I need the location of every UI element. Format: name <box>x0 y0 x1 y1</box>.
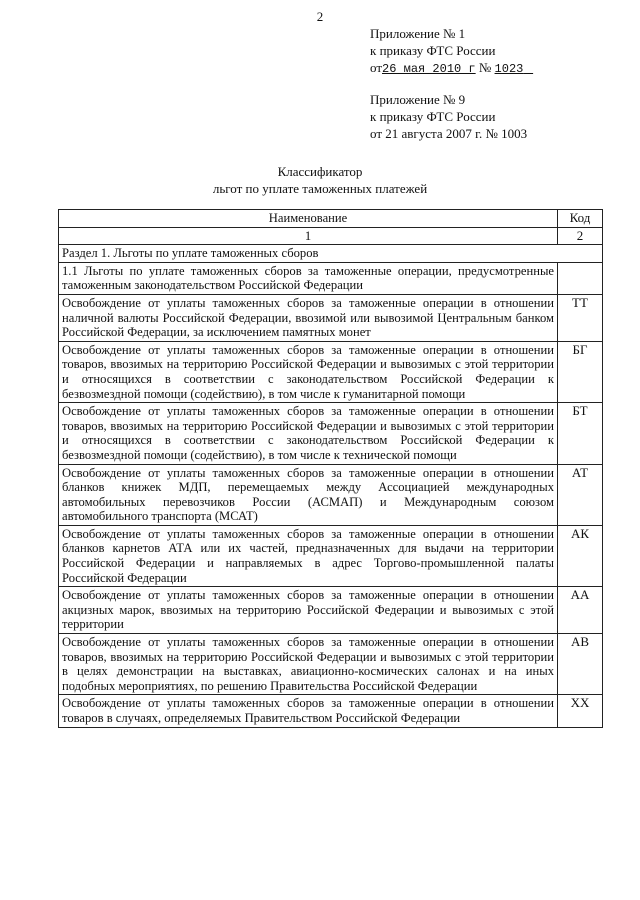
benefit-name: Освобождение от уплаты таможенных сборов за таможенные операции в отношении акцизных марок, ввозимых на территорию Российской Федерации и вывозимых с этой территории <box>59 587 558 634</box>
benefit-name: Освобождение от уплаты таможенных сборов за таможенные операции в отношении товаров, ввозимых на территорию Российской Федерации и вывозимых с этой территории в целях демонстрации на выставках, авиационно-космических салонах и на иных подобных мероприятиях, по решению Правительства Российской Федерации <box>59 634 558 695</box>
subsection-title: 1.1 Льготы по уплате таможенных сборов за таможенные операции, предусмотренные таможенным законодательством Российской Федерации <box>59 262 558 294</box>
table-row <box>59 341 603 402</box>
classifier-table <box>58 209 603 728</box>
appendix-1-order: к приказу ФТС России <box>370 43 496 58</box>
column-number-row <box>59 227 603 245</box>
benefit-code: АТ <box>558 464 603 525</box>
section-row <box>59 245 603 263</box>
table-header-row <box>59 210 603 228</box>
table-row <box>59 464 603 525</box>
appendix-1-title: Приложение № 1 <box>370 26 466 41</box>
table-row <box>59 403 603 464</box>
benefit-name: Освобождение от уплаты таможенных сборов за таможенные операции в отношении наличной валюты Российской Федерации, ввозимой или вывозимой Центральным банком Российской Федерации, за исключением памятных монет <box>59 294 558 341</box>
benefit-code: БГ <box>558 341 603 402</box>
section-title: Раздел 1. Льготы по уплате таможенных сборов <box>59 245 603 263</box>
appendix-9-date-line: от 21 августа 2007 г. № 1003 <box>370 126 528 141</box>
appendix-9-block <box>370 91 527 142</box>
appendix-9-order: к приказу ФТС России <box>370 109 496 124</box>
benefit-name: Освобождение от уплаты таможенных сборов за таможенные операции в отношении бланков карнетов АТА или их частей, предназначенных для выдачи на территории Российской Федерации и направляемых в адрес Торгово-промышленной палаты Российской Федерации <box>59 525 558 586</box>
table-row <box>59 695 603 727</box>
subsection-row <box>59 262 603 294</box>
benefit-name: Освобождение от уплаты таможенных сборов за таможенные операции в отношении товаров, ввозимых на территорию Российской Федерации и вывозимых с этой территории и относящихся в соответствии с законодательством Российской Федерации к безвозмездной помощи (содействию), в том числе к технической помощи <box>59 403 558 464</box>
benefit-code: АА <box>558 587 603 634</box>
column-number-code: 2 <box>558 227 603 245</box>
document-title <box>0 163 640 197</box>
appendix-1-number-sign: № <box>478 60 492 75</box>
benefit-code: ХХ <box>558 695 603 727</box>
header-name: Наименование <box>59 210 558 228</box>
subsection-code <box>558 262 603 294</box>
appendix-1-date-prefix: от <box>370 60 383 75</box>
benefit-code: АК <box>558 525 603 586</box>
appendix-9-title: Приложение № 9 <box>370 92 466 107</box>
benefit-name: Освобождение от уплаты таможенных сборов за таможенные операции в отношении товаров в случаях, определяемых Правительством Российской Федерации <box>59 695 558 727</box>
column-number-name: 1 <box>59 227 558 245</box>
table-row <box>59 525 603 586</box>
appendix-1-number: 1023 <box>494 62 524 76</box>
benefit-code: БТ <box>558 403 603 464</box>
table-row <box>59 294 603 341</box>
benefit-code: ТТ <box>558 294 603 341</box>
appendix-1-date-line <box>370 59 533 78</box>
benefit-code: АВ <box>558 634 603 695</box>
header-code: Код <box>558 210 603 228</box>
table-row <box>59 634 603 695</box>
table-row <box>59 587 603 634</box>
document-title-line-1: Классификатор <box>277 164 363 179</box>
document-title-line-2: льгот по уплате таможенных платежей <box>212 181 428 196</box>
appendix-1-date: 26 мая 2010 г <box>382 62 476 76</box>
appendix-1-block <box>370 25 533 78</box>
page-number: 2 <box>316 9 324 24</box>
benefit-name: Освобождение от уплаты таможенных сборов за таможенные операции в отношении бланков книжек МДП, перемещаемых между Ассоциацией международных автомобильных перевозчиков России (АСМАП) и Международным союзом автомобильного транспорта (МСАТ) <box>59 464 558 525</box>
benefit-name: Освобождение от уплаты таможенных сборов за таможенные операции в отношении товаров, ввозимых на территорию Российской Федерации и вывозимых с этой территории и относящихся в соответствии с законодательством Российской Федерации к безвозмездной помощи (содействию), в том числе к гуманитарной помощи <box>59 341 558 402</box>
